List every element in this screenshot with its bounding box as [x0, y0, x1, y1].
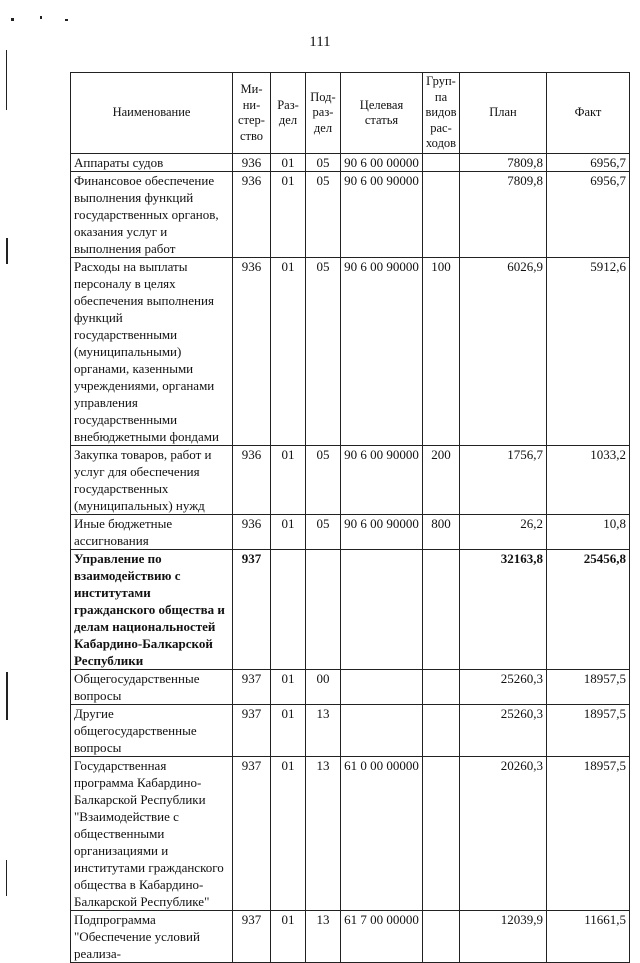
cell-ministry: 937 — [233, 670, 271, 705]
cell-target: 90 6 00 90000 — [341, 258, 423, 446]
page-number: 111 — [309, 34, 331, 50]
scan-mark — [6, 50, 7, 110]
table-header-row — [71, 73, 630, 154]
scan-mark — [6, 860, 7, 896]
cell-fact: 11661,5 — [547, 911, 630, 963]
cell-group — [423, 154, 460, 172]
table-row — [71, 911, 630, 963]
cell-group — [423, 172, 460, 258]
header-ministry: Ми-ни-стер-ство — [233, 73, 271, 154]
cell-name: Общегосударственные вопросы — [71, 670, 233, 705]
cell-group: 200 — [423, 446, 460, 515]
cell-ministry: 937 — [233, 911, 271, 963]
header-subsection: Под-раз-дел — [306, 73, 341, 154]
header-group: Груп-па видов рас-ходов — [423, 73, 460, 154]
cell-fact: 18957,5 — [547, 705, 630, 757]
cell-target: 90 6 00 90000 — [341, 515, 423, 550]
cell-ministry: 937 — [233, 550, 271, 670]
cell-subsection: 00 — [306, 670, 341, 705]
scan-mark — [6, 672, 8, 720]
cell-plan: 7809,8 — [460, 154, 547, 172]
table-row — [71, 258, 630, 446]
cell-plan: 25260,3 — [460, 670, 547, 705]
cell-target — [341, 670, 423, 705]
header-plan: План — [460, 73, 547, 154]
budget-table — [70, 72, 630, 963]
header-fact: Факт — [547, 73, 630, 154]
header-target: Целевая статья — [341, 73, 423, 154]
table-row — [71, 705, 630, 757]
scan-mark — [65, 19, 68, 21]
cell-fact: 25456,8 — [547, 550, 630, 670]
cell-fact: 1033,2 — [547, 446, 630, 515]
cell-group: 100 — [423, 258, 460, 446]
cell-plan: 32163,8 — [460, 550, 547, 670]
cell-ministry: 936 — [233, 154, 271, 172]
cell-group — [423, 705, 460, 757]
header-section: Раз-дел — [271, 73, 306, 154]
cell-plan: 26,2 — [460, 515, 547, 550]
cell-target: 61 0 00 00000 — [341, 757, 423, 911]
cell-name: Управление по взаимодействию с институтами гражданского общества и делам национальностей Кабардино-Балкарской Республики — [71, 550, 233, 670]
cell-fact: 6956,7 — [547, 172, 630, 258]
cell-ministry: 936 — [233, 172, 271, 258]
table-row — [71, 515, 630, 550]
cell-plan: 1756,7 — [460, 446, 547, 515]
cell-ministry: 937 — [233, 757, 271, 911]
cell-group — [423, 911, 460, 963]
cell-section: 01 — [271, 258, 306, 446]
cell-subsection: 05 — [306, 446, 341, 515]
cell-ministry: 936 — [233, 446, 271, 515]
cell-group — [423, 550, 460, 670]
cell-group — [423, 670, 460, 705]
cell-group — [423, 757, 460, 911]
cell-target: 90 6 00 90000 — [341, 446, 423, 515]
table-row — [71, 172, 630, 258]
cell-name: Закупка товаров, работ и услуг для обеспечения государственных (муниципальных) нужд — [71, 446, 233, 515]
cell-subsection: 13 — [306, 911, 341, 963]
scan-mark — [6, 238, 8, 264]
cell-target — [341, 705, 423, 757]
cell-plan: 6026,9 — [460, 258, 547, 446]
cell-fact: 18957,5 — [547, 757, 630, 911]
cell-section: 01 — [271, 154, 306, 172]
table-row — [71, 670, 630, 705]
cell-subsection: 13 — [306, 705, 341, 757]
cell-name: Аппараты судов — [71, 154, 233, 172]
cell-subsection: 05 — [306, 258, 341, 446]
cell-ministry: 936 — [233, 515, 271, 550]
cell-section: 01 — [271, 705, 306, 757]
cell-subsection: 05 — [306, 154, 341, 172]
cell-plan: 7809,8 — [460, 172, 547, 258]
cell-subsection — [306, 550, 341, 670]
cell-fact: 5912,6 — [547, 258, 630, 446]
cell-section: 01 — [271, 446, 306, 515]
cell-name: Другие общегосударственные вопросы — [71, 705, 233, 757]
cell-section — [271, 550, 306, 670]
cell-name: Иные бюджетные ассигнования — [71, 515, 233, 550]
cell-target — [341, 550, 423, 670]
table-row — [71, 757, 630, 911]
cell-section: 01 — [271, 515, 306, 550]
scan-mark — [11, 18, 14, 21]
cell-ministry: 936 — [233, 258, 271, 446]
cell-fact: 10,8 — [547, 515, 630, 550]
cell-name: Расходы на выплаты персоналу в целях обеспечения выполнения функций государственными (муниципальными) органами, казенными учреждениями, органами управления государственными внебюджетными фондами — [71, 258, 233, 446]
cell-plan: 20260,3 — [460, 757, 547, 911]
cell-section: 01 — [271, 911, 306, 963]
cell-name: Финансовое обеспечение выполнения функций государственных органов, оказания услуг и выполнения работ — [71, 172, 233, 258]
header-name: Наименование — [71, 73, 233, 154]
table-row — [71, 446, 630, 515]
cell-ministry: 937 — [233, 705, 271, 757]
cell-group: 800 — [423, 515, 460, 550]
cell-plan: 25260,3 — [460, 705, 547, 757]
cell-fact: 18957,5 — [547, 670, 630, 705]
scan-mark — [40, 16, 42, 19]
cell-plan: 12039,9 — [460, 911, 547, 963]
cell-target: 90 6 00 00000 — [341, 154, 423, 172]
table-row — [71, 154, 630, 172]
cell-subsection: 05 — [306, 172, 341, 258]
cell-fact: 6956,7 — [547, 154, 630, 172]
cell-section: 01 — [271, 172, 306, 258]
cell-target: 90 6 00 90000 — [341, 172, 423, 258]
table-row — [71, 550, 630, 670]
cell-section: 01 — [271, 757, 306, 911]
cell-subsection: 13 — [306, 757, 341, 911]
cell-name: Государственная программа Кабардино-Балкарской Республики "Взаимодействие с общественными организациями и институтами гражданского общества в Кабардино-Балкарской Республике" — [71, 757, 233, 911]
cell-name: Подпрограмма "Обеспечение условий реализа- — [71, 911, 233, 963]
cell-subsection: 05 — [306, 515, 341, 550]
cell-target: 61 7 00 00000 — [341, 911, 423, 963]
cell-section: 01 — [271, 670, 306, 705]
